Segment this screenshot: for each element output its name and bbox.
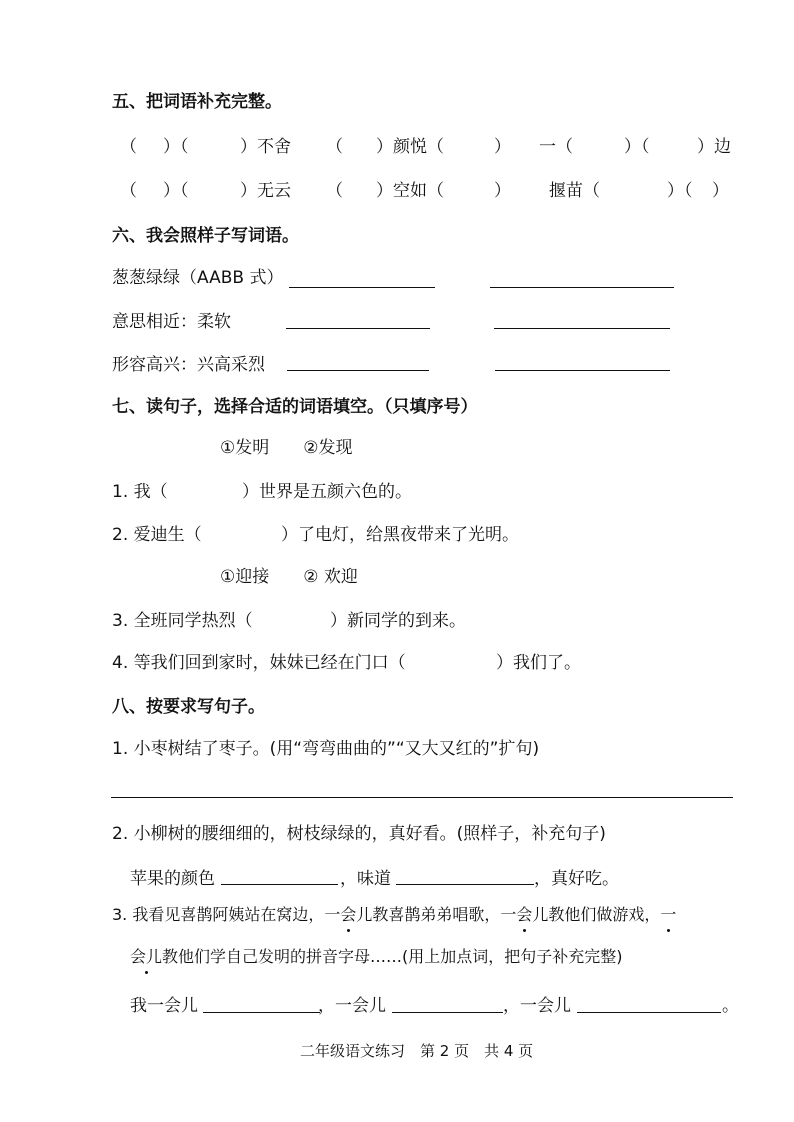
s8-q3-blank-1[interactable]	[203, 1012, 320, 1013]
s7-q2-end: ）了电灯，给黑夜带来了光明。	[281, 525, 519, 545]
s6-answer-line-2a[interactable]	[286, 328, 430, 329]
section-6-title: 六、我会照样子写词语。	[112, 226, 299, 246]
s7-q1-end: ）世界是五颜六色的。	[242, 482, 412, 502]
s5-r2-c3: ）无云	[240, 181, 291, 201]
s8-q3-answer-end: 。	[722, 996, 739, 1016]
s8-q3-dotted-word-3a: 一	[660, 905, 677, 924]
section-5-title: 五、把词语补充完整。	[112, 92, 282, 112]
s6-item-1: 葱葱绿绿（AABB 式）	[112, 268, 284, 288]
s7-q3-end: ）新同学的到来。	[330, 611, 466, 631]
s5-r1-c3: ）不舍	[240, 137, 291, 157]
s5-r2-c2: ）（	[163, 181, 189, 201]
s5-r2-c4: （	[326, 181, 343, 201]
s5-r2-c1: （	[120, 181, 137, 201]
s8-q3-blank-2[interactable]	[392, 1012, 503, 1013]
s5-r1-c4: （	[326, 137, 343, 157]
s8-q3-answer-mid-1: ，一会儿	[318, 996, 386, 1016]
s8-q3-answer-start: 我一会儿	[130, 996, 198, 1016]
s8-q2-part-a: 苹果的颜色	[130, 869, 215, 889]
s8-q3-dotted-word-2: 一会儿	[500, 905, 549, 924]
s6-answer-line-3b[interactable]	[495, 370, 670, 371]
s8-q2: 2. 小柳树的腰细细的，树枝绿绿的，真好看。(照样子，补充句子)	[112, 824, 606, 844]
s6-item-3: 形容高兴：兴高采烈	[112, 355, 265, 375]
s8-q2-blank-1[interactable]	[221, 884, 338, 885]
s5-r1-c6: ）	[494, 137, 511, 157]
s7-q4-start: 4. 等我们回到家时，妹妹已经在门口（	[112, 653, 406, 673]
s8-q1: 1. 小枣树结了枣子。(用“弯弯曲曲的”“又大又红的”扩句)	[112, 739, 540, 759]
s5-r1-c9: ）边	[697, 137, 731, 157]
s8-q3-text-2: 教喜鹊弟弟唱歌，	[372, 905, 501, 924]
s6-answer-line-2b[interactable]	[494, 328, 670, 329]
s8-q1-answer-line[interactable]	[111, 797, 733, 798]
s5-r2-c7: 揠苗（	[549, 181, 600, 201]
s6-item-2: 意思相近：柔软	[112, 312, 231, 332]
s8-q3-text-1: 3. 我看见喜鹊阿姨站在窝边，	[112, 905, 325, 924]
s6-answer-line-3a[interactable]	[287, 370, 429, 371]
s8-q3-text-3: 教他们做游戏，	[548, 905, 661, 924]
s7-q2-start: 2. 爱迪生（	[112, 525, 202, 545]
s8-q3-blank-3[interactable]	[577, 1012, 721, 1013]
s5-r2-c9: ）	[712, 181, 729, 201]
s8-q3-dotted-word-1: 一会儿	[324, 905, 373, 924]
s5-r2-c5: ）空如（	[376, 181, 444, 201]
s8-q3-answer-mid-2: ，一会儿	[503, 996, 571, 1016]
s7-q1-start: 1. 我（	[112, 482, 168, 502]
page-footer: 二年级语文练习 第 2 页 共 4 页	[300, 1042, 534, 1060]
s8-q3-dotted-word-3b: 会儿	[130, 947, 163, 966]
s5-r1-c7: 一（	[539, 137, 573, 157]
s5-r1-c5: ）颜悦（	[376, 137, 444, 157]
s6-answer-line-1a[interactable]	[289, 287, 435, 288]
s5-r2-c6: ）	[494, 181, 511, 201]
section-7-title: 七、读句子，选择合适的词语填空。（只填序号）	[112, 397, 478, 417]
s7-options-2: ①迎接 ② 欢迎	[220, 567, 358, 587]
s5-r2-c8: ）（	[667, 181, 693, 201]
s8-q2-part-c: ，真好吃。	[534, 869, 619, 889]
s5-r1-c1: （	[120, 137, 137, 157]
s5-r1-c2: ）（	[163, 137, 189, 157]
s8-q3-line-1	[112, 904, 676, 926]
s8-q3-line-2	[130, 946, 623, 968]
section-8-title: 八、按要求写句子。	[112, 697, 265, 717]
s8-q3-text-4: 教他们学自己发明的拼音字母……(用上加点词，把句子补充完整)	[162, 947, 623, 966]
s7-q3-start: 3. 全班同学热烈（	[112, 611, 253, 631]
s7-options-1: ①发明 ②发现	[220, 438, 353, 458]
s8-q2-blank-2[interactable]	[396, 884, 534, 885]
s6-answer-line-1b[interactable]	[490, 287, 674, 288]
s8-q2-part-b: ，味道	[340, 869, 391, 889]
s5-r1-c8: ）（	[624, 137, 650, 157]
s7-q4-end: ）我们了。	[496, 653, 581, 673]
